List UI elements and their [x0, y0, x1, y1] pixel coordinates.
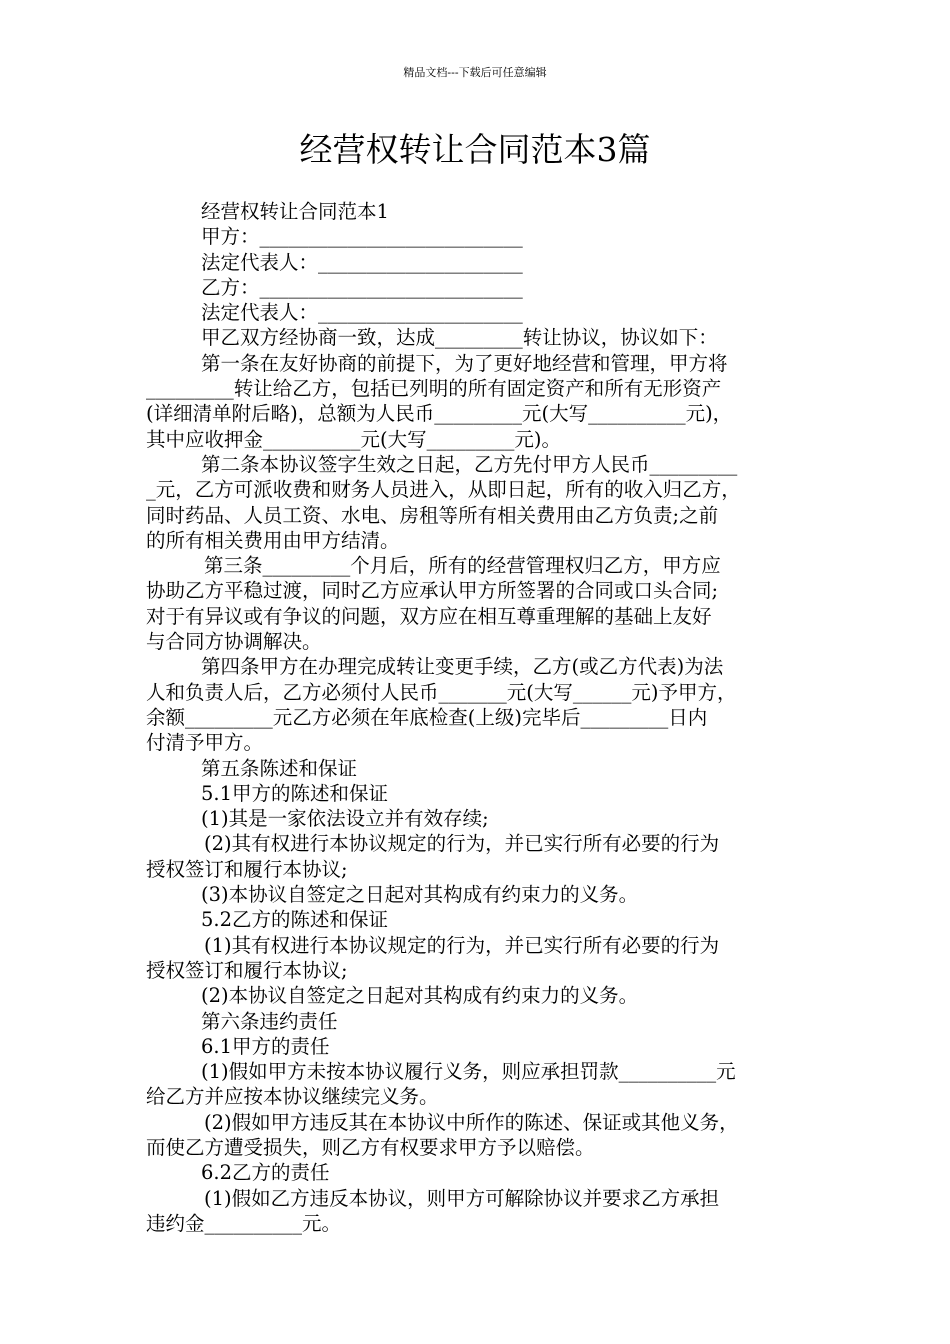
text-line: 给乙方并应按本协议继续完义务。 — [146, 1085, 439, 1109]
text-line: 同时药品、人员工资、水电、房租等所有相关费用由乙方负责;之前 — [146, 503, 719, 527]
text-line: 对于有异议或有争议的问题，双方应在相互尊重理解的基础上友好 — [146, 604, 712, 628]
text-line: _元，乙方可派收费和财务人员进入，从即日起，所有的收入归乙方， — [146, 478, 741, 502]
text-line: _________转让给乙方，包括已列明的所有固定资产和所有无形资产 — [146, 377, 722, 401]
text-line: (2)本协议自签定之日起对其构成有约束力的义务。 — [201, 984, 639, 1008]
text-line: 法定代表人：_____________________ — [201, 250, 523, 274]
text-line: 第五条陈述和保证 — [201, 756, 358, 780]
text-line: 第四条甲方在办理完成转让变更手续，乙方(或乙方代表)为法 — [201, 655, 724, 679]
text-line: 人和负责人后，乙方必须付人民币_______元(大写______元)予甲方， — [146, 680, 737, 704]
text-line: (3)本协议自签定之日起对其构成有约束力的义务。 — [201, 883, 639, 907]
text-line: 6.2乙方的责任 — [201, 1161, 330, 1185]
text-line: 授权签订和履行本协议; — [146, 958, 348, 982]
text-line: (1)其有权进行本协议规定的行为，并已实行所有必要的行为 — [204, 933, 720, 957]
text-line: 的所有相关费用由甲方结清。 — [146, 528, 400, 552]
text-line: 其中应收押金__________元(大写_________元)。 — [146, 427, 561, 451]
text-line: (2)假如甲方违反其在本协议中所作的陈述、保证或其他义务， — [204, 1110, 739, 1134]
text-line: 经营权转让合同范本1 — [201, 200, 389, 223]
text-line: 第三条_________个月后，所有的经营管理权归乙方，甲方应 — [204, 554, 721, 578]
header-note: 精品文档---下载后可任意编辑 — [403, 66, 547, 79]
text-line: 协助乙方平稳过渡，同时乙方应承认甲方所签署的合同或口头合同; — [146, 579, 719, 603]
text-line: (2)其有权进行本协议规定的行为，并已实行所有必要的行为 — [204, 832, 720, 856]
text-line: 乙方：___________________________ — [201, 275, 523, 299]
text-line: (1)其是一家依法设立并有效存续; — [201, 807, 489, 831]
text-line: 法定代表人：_____________________ — [201, 301, 523, 325]
text-line: 甲方：___________________________ — [201, 225, 523, 249]
document-title: 经营权转让合同范本3篇 — [299, 130, 651, 169]
text-line: 而使乙方遭受损失，则乙方有权要求甲方予以赔偿。 — [146, 1135, 595, 1159]
text-line: 6.1甲方的责任 — [201, 1034, 330, 1058]
text-line: 与合同方协调解决。 — [146, 630, 322, 654]
text-line: 5.2乙方的陈述和保证 — [201, 908, 389, 932]
text-line: 授权签订和履行本协议; — [146, 857, 348, 881]
document-body — [146, 199, 818, 1236]
text-line: 第二条本协议签字生效之日起，乙方先付甲方人民币_________ — [201, 452, 738, 476]
text-line: (详细清单附后略)，总额为人民币_________元(大写__________元)， — [146, 402, 733, 426]
text-line: 5.1甲方的陈述和保证 — [201, 781, 389, 805]
text-line: 第六条违约责任 — [201, 1009, 338, 1033]
text-line: 第一条在友好协商的前提下，为了更好地经营和管理，甲方将 — [201, 351, 728, 375]
text-line: 付清予甲方。 — [146, 731, 264, 755]
text-line: (1)假如甲方未按本协议履行义务，则应承担罚款__________元 — [201, 1060, 736, 1084]
text-line: 甲乙双方经协商一致，达成_________转让协议，协议如下： — [201, 326, 718, 350]
text-line: 违约金__________元。 — [146, 1211, 342, 1235]
text-line: (1)假如乙方违反本协议，则甲方可解除协议并要求乙方承担 — [204, 1186, 720, 1210]
text-line: 余额_________元乙方必须在年底检查(上级)完毕后_________日内 — [146, 705, 708, 729]
